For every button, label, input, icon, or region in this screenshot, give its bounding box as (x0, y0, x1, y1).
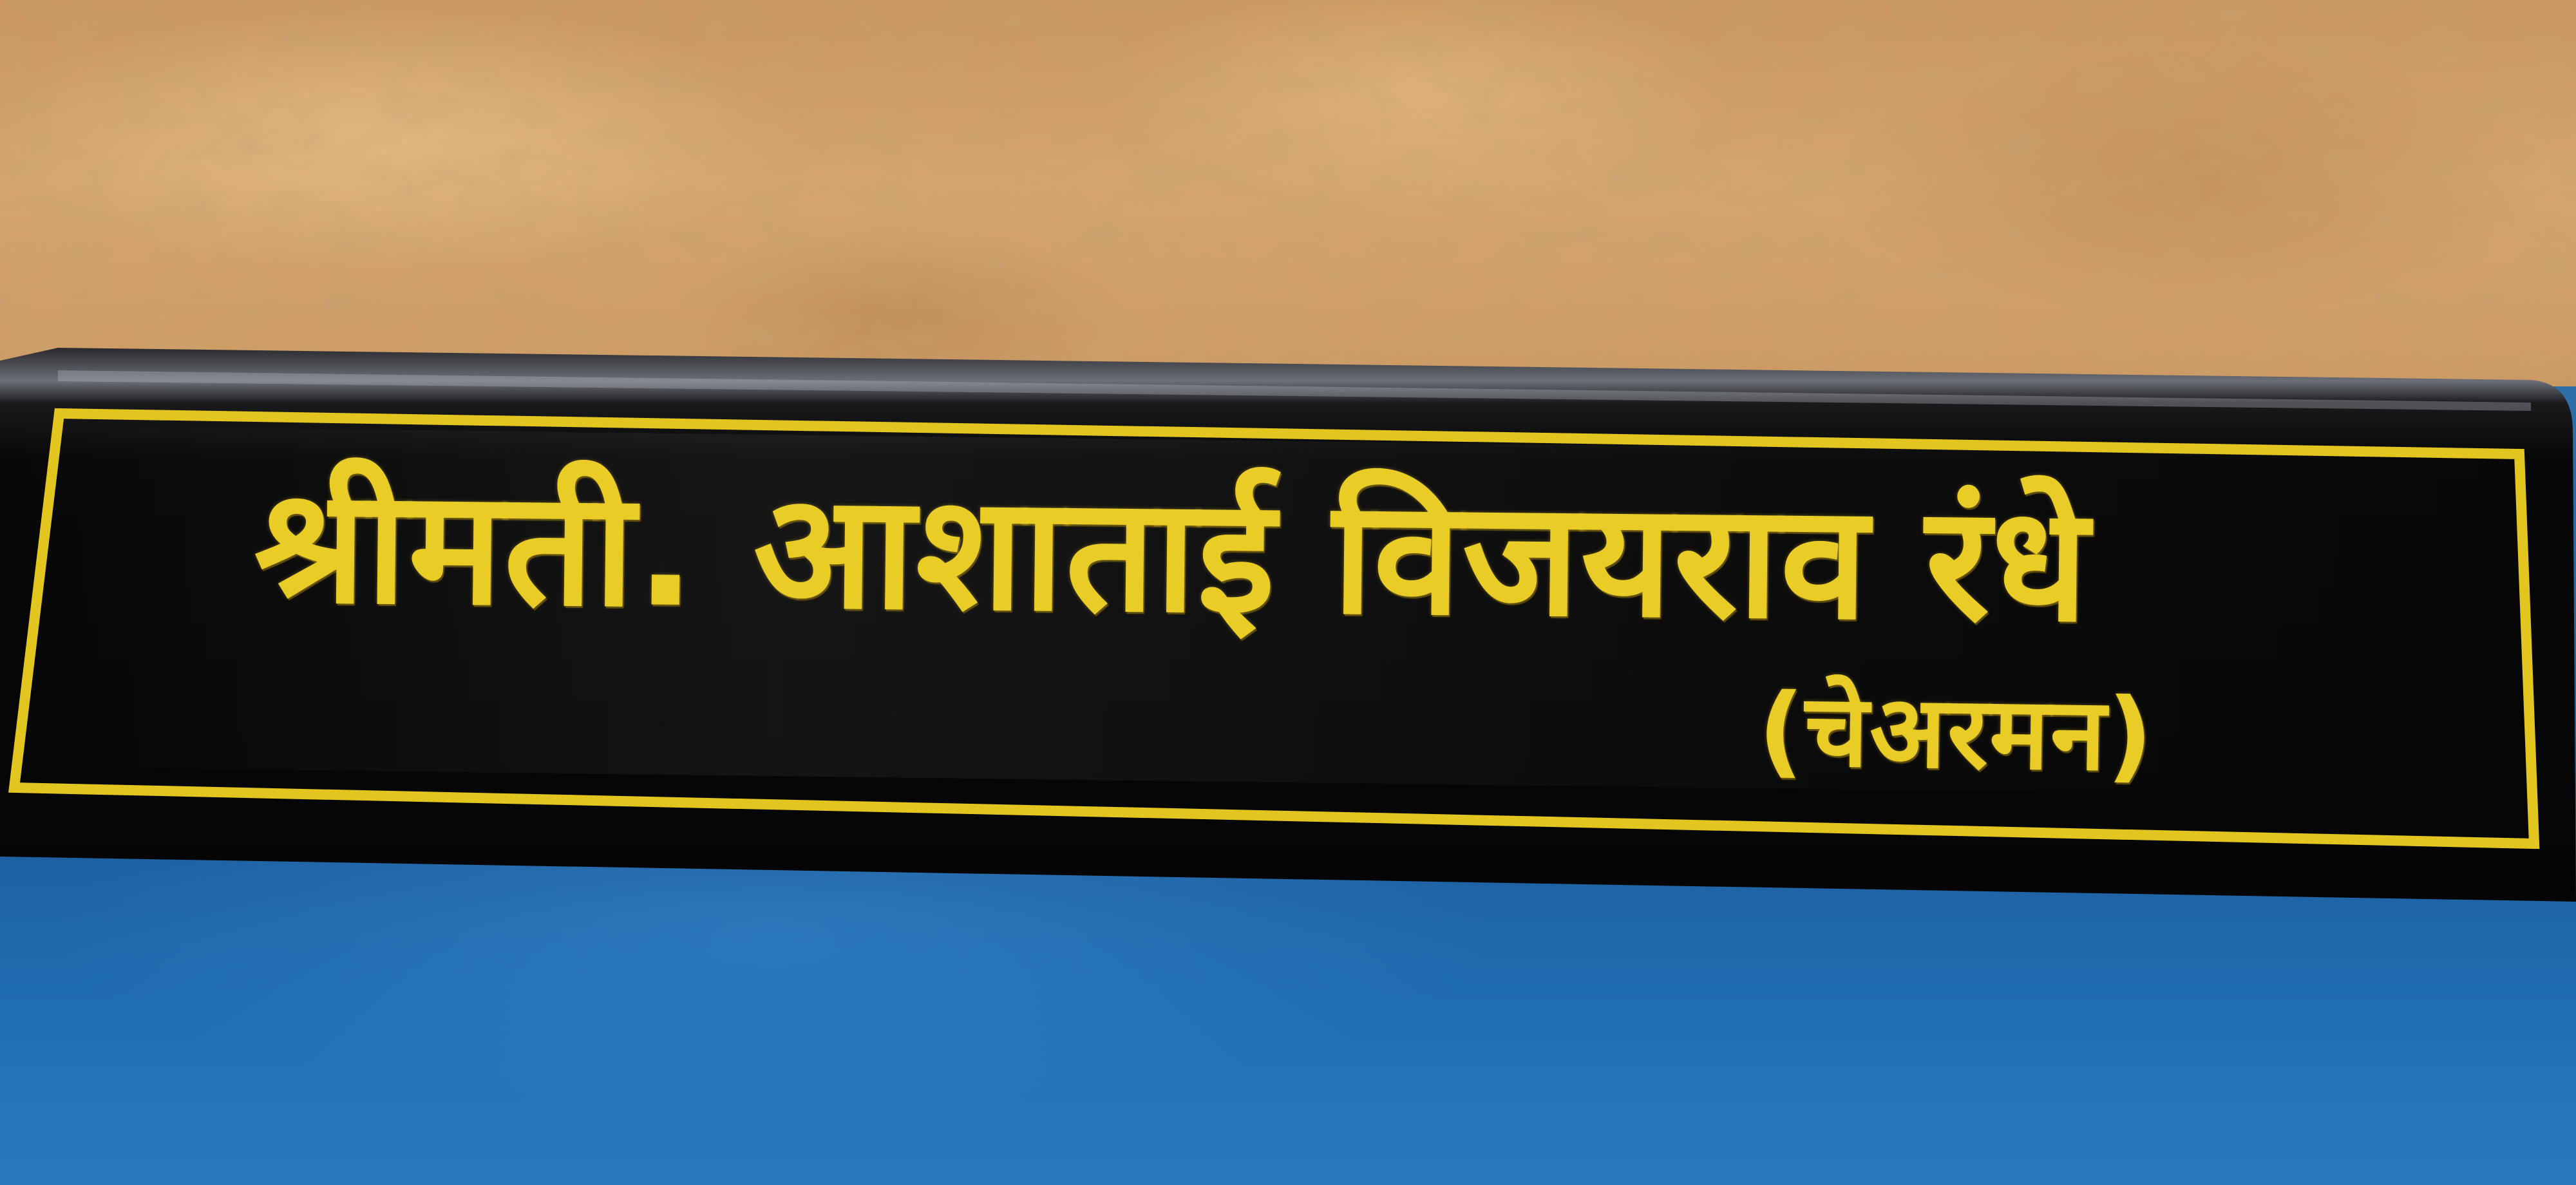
nameplate-title: (चेअरमन) (1757, 671, 2155, 794)
nameplate-name: श्रीमती. आशाताई विजयराव रंधे (253, 454, 2090, 657)
nameplate (0, 348, 2576, 902)
